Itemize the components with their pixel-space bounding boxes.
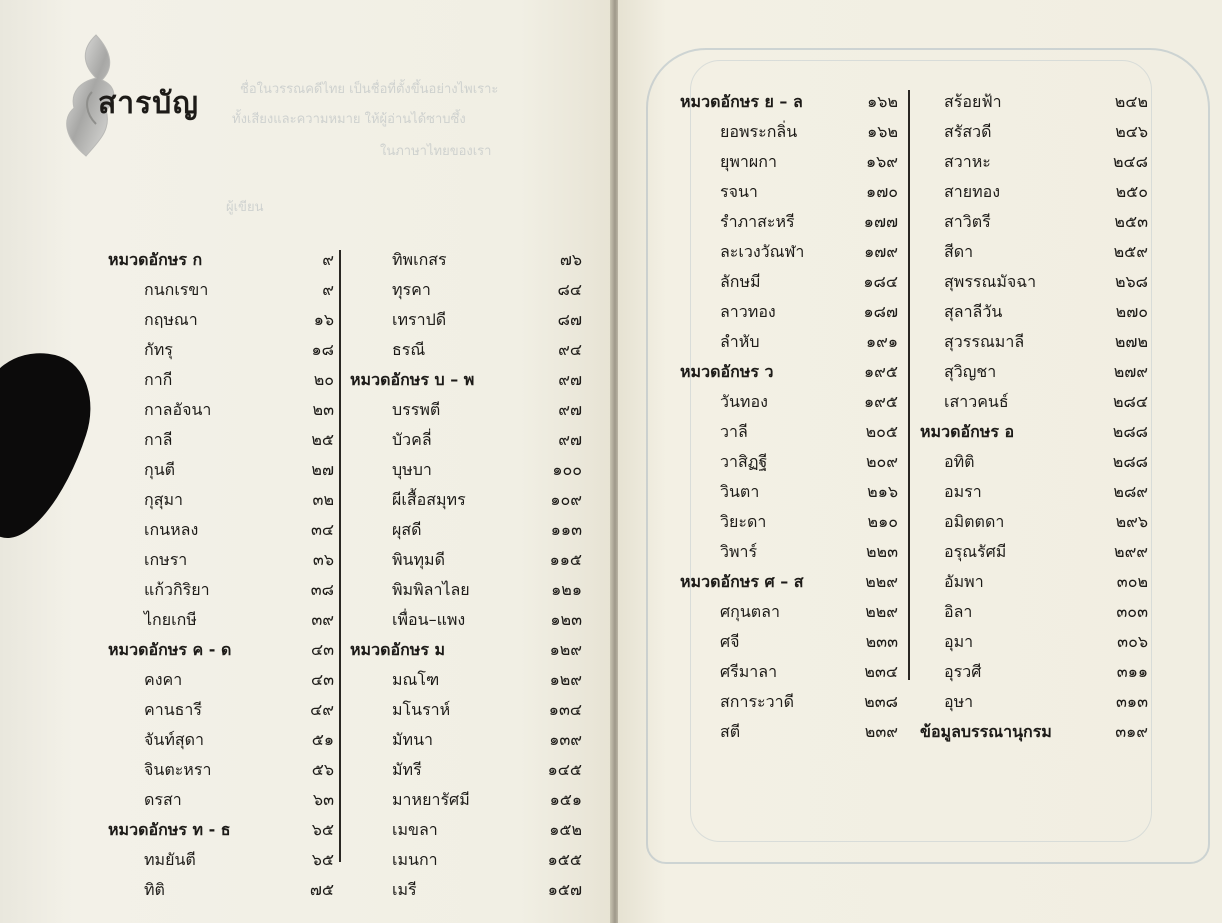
toc-page-number: ๑๘ (311, 340, 334, 359)
toc-entry-row (680, 628, 898, 656)
toc-page-number: ๓๑๙ (1115, 722, 1148, 741)
toc-entry-row (920, 508, 1148, 536)
ghost-text-line: ชื่อในวรรณคดีไทย เป็นชื่อที่ตั้งขึ้นอย่างไพเราะ (240, 82, 499, 97)
toc-entry-row (108, 486, 334, 514)
toc-page-number: ๓๐๓ (1116, 602, 1148, 621)
toc-entry-row (920, 598, 1148, 626)
toc-category-name: ข้อมูลบรรณานุกรม (920, 722, 1052, 741)
toc-entry-row (108, 726, 334, 754)
toc-entry-name: อัมพา (944, 572, 984, 591)
toc-page-number: ๖๓ (312, 790, 334, 809)
toc-page-number: ๑๘๔ (863, 272, 898, 291)
toc-category-row (680, 88, 898, 116)
toc-entry-row (108, 756, 334, 784)
toc-entry-row (680, 298, 898, 326)
ghost-text-line: ทั้งเสียงและความหมาย ให้ผู้อ่านได้ซาบซึ้ง (232, 112, 466, 127)
toc-entry-row (108, 786, 334, 814)
toc-entry-row (108, 456, 334, 484)
toc-category-name: หมวดอักษร ก (108, 250, 203, 269)
toc-entry-name: รำภาสะหรี (720, 212, 795, 231)
toc-entry-row (680, 268, 898, 296)
toc-entry-name: บุษบา (392, 460, 432, 479)
toc-entry-row (680, 178, 898, 206)
toc-entry-name: พิมพิลาไลย (392, 580, 470, 599)
toc-entry-name: จันท์สุดา (144, 730, 204, 749)
toc-entry-name: มัทรี (392, 760, 422, 779)
toc-page-number: ๒๘๔ (1113, 392, 1148, 411)
toc-entry-name: กัทรุ (144, 340, 173, 359)
toc-entry-name: สวาหะ (944, 152, 991, 171)
toc-entry-row (920, 268, 1148, 296)
toc-entry-name: ผุสดี (392, 520, 422, 539)
toc-entry-row (350, 696, 582, 724)
toc-page-number: ๒๖๘ (1114, 272, 1148, 291)
toc-entry-row (350, 276, 582, 304)
toc-page-number: ๓๑๑ (1116, 662, 1148, 681)
toc-category-row (108, 816, 334, 844)
toc-entry-name: อรุณรัศมี (944, 542, 1007, 561)
toc-page-number: ๒๓๓ (865, 632, 898, 651)
toc-entry-row (350, 846, 582, 874)
toc-page-number: ๒๓ (312, 400, 334, 419)
toc-page-number: ๒๙๖ (1115, 512, 1148, 531)
toc-page-number: ๗๖ (559, 250, 582, 269)
toc-entry-name: สร้อยฟ้า (944, 92, 1002, 111)
toc-category-name: หมวดอักษร อ (920, 422, 1015, 441)
toc-page-number: ๑๙๑ (865, 332, 898, 351)
toc-entry-row (108, 336, 334, 364)
toc-entry-row (350, 306, 582, 334)
toc-page-number: ๑๖๒ (867, 122, 898, 141)
toc-entry-name: ลักษมี (720, 272, 761, 291)
toc-entry-row (920, 388, 1148, 416)
toc-page-number: ๒๐๙ (865, 452, 898, 471)
toc-category-name: หมวดอักษร ค - ด (108, 640, 232, 659)
toc-entry-name: สายทอง (944, 182, 1001, 201)
toc-entry-name: คานธารี (144, 700, 202, 719)
toc-entry-name: กากี (144, 370, 173, 389)
toc-page-number: ๑๗๗ (863, 212, 898, 231)
toc-entry-row (920, 478, 1148, 506)
toc-category-name: หมวดอักษร ว (680, 362, 774, 381)
toc-page-number: ๒๗๙ (1113, 362, 1148, 381)
toc-entry-name: ไกยเกษี (144, 610, 197, 629)
toc-entry-name: ศกุนตลา (720, 602, 780, 621)
toc-page-number: ๙๗ (558, 400, 582, 419)
toc-entry-row (350, 666, 582, 694)
toc-page-number: ๒๕๐ (1115, 182, 1148, 201)
toc-entry-row (680, 388, 898, 416)
toc-page-number: ๒๔๒ (1114, 92, 1148, 111)
toc-entry-row (920, 628, 1148, 656)
toc-page-number: ๒๒๙ (865, 572, 898, 591)
toc-entry-name: พินทุมดี (392, 550, 445, 569)
toc-entry-name: ศรีมาลา (720, 662, 778, 681)
toc-category-row (680, 358, 898, 386)
toc-page-number: ๒๗๒ (1114, 332, 1148, 351)
toc-entry-row (680, 688, 898, 716)
toc-entry-name: ละเวงวัณฬา (720, 242, 805, 261)
toc-page-number: ๕๑ (311, 730, 334, 749)
toc-entry-row (108, 516, 334, 544)
toc-page-number: ๓๘ (310, 580, 334, 599)
toc-entry-row (920, 658, 1148, 686)
toc-entry-name: เกนหลง (144, 520, 199, 539)
toc-entry-name: วิพาร์ (720, 542, 758, 561)
toc-page-number: ๑๑๓ (550, 520, 582, 539)
toc-entry-row (920, 328, 1148, 356)
toc-page-number: ๘๗ (557, 310, 582, 329)
toc-page-number: ๑๖๒ (867, 92, 898, 111)
toc-page-number: ๑๖ (313, 310, 334, 329)
toc-page-number: ๖๕ (311, 820, 334, 839)
toc-entry-row (920, 118, 1148, 146)
toc-entry-name: ดรสา (144, 790, 182, 809)
toc-entry-row (920, 298, 1148, 326)
toc-entry-name: เมขลา (392, 820, 438, 839)
toc-entry-row (680, 238, 898, 266)
toc-page-number: ๒๒๙ (865, 602, 898, 621)
toc-entry-row (680, 328, 898, 356)
toc-page-number: ๖๕ (311, 850, 334, 869)
toc-entry-row (680, 148, 898, 176)
toc-entry-name: กาลอัจนา (144, 400, 212, 419)
toc-page-number: ๒๙๙ (1114, 542, 1148, 561)
toc-entry-name: มณโฑ (392, 670, 440, 689)
page-title: สารบัญ (98, 86, 199, 121)
toc-entry-name: ลาวทอง (720, 302, 776, 321)
toc-entry-name: สรัสวดี (944, 122, 992, 141)
toc-entry-name: ทมยันตี (144, 850, 196, 869)
toc-category-row (108, 246, 334, 274)
toc-entry-name: สาวิตรี (944, 212, 991, 231)
toc-page-number: ๙ (322, 280, 334, 299)
toc-page-number: ๓๒ (312, 490, 334, 509)
toc-page-number: ๑๘๗ (863, 302, 898, 321)
toc-entry-name: อทิติ (944, 452, 975, 471)
toc-entry-row (350, 486, 582, 514)
toc-category-row (920, 418, 1148, 446)
toc-entry-name: ทิติ (144, 880, 165, 899)
toc-entry-row (350, 786, 582, 814)
toc-entry-row (920, 208, 1148, 236)
toc-entry-row (920, 568, 1148, 596)
toc-page-number: ๑๒๑ (551, 580, 582, 599)
column-divider (339, 250, 341, 862)
toc-entry-name: กฤษณา (144, 310, 198, 329)
toc-entry-name: อมรา (944, 482, 982, 501)
toc-entry-row (680, 208, 898, 236)
toc-category-row (680, 568, 898, 596)
toc-page-number: ๑๐๙ (550, 490, 582, 509)
toc-entry-row (350, 816, 582, 844)
toc-page-number: ๒๑๐ (867, 512, 898, 531)
toc-entry-row (350, 876, 582, 904)
toc-entry-row (350, 756, 582, 784)
toc-page-number: ๓๙ (311, 610, 334, 629)
toc-entry-name: เพื่อน–แพง (392, 610, 466, 629)
toc-page-number: ๑๑๕ (549, 550, 582, 569)
toc-page-number: ๓๖ (312, 550, 334, 569)
toc-page-number: ๑๙๕ (864, 362, 898, 381)
toc-page-number: ๒๓๙ (864, 722, 898, 741)
toc-page-number: ๑๕๕ (547, 850, 582, 869)
toc-entry-row (350, 516, 582, 544)
toc-page-number: ๒๕๓ (1114, 212, 1148, 231)
toc-entry-name: อุมา (944, 632, 974, 651)
toc-entry-name: เมนกา (392, 850, 438, 869)
toc-entry-name: รจนา (720, 182, 758, 201)
toc-page-number: ๒๑๖ (867, 482, 898, 501)
toc-page-number: ๓๑๓ (1115, 692, 1148, 711)
toc-entry-name: มัทนา (392, 730, 434, 749)
toc-entry-row (920, 178, 1148, 206)
toc-entry-row (680, 448, 898, 476)
toc-entry-name: ทุรคา (392, 280, 431, 299)
toc-page-number: ๗๕ (309, 880, 334, 899)
toc-entry-row (680, 538, 898, 566)
toc-entry-name: บัวคลี่ (392, 430, 432, 449)
toc-category-row (920, 718, 1148, 746)
toc-entry-row (680, 718, 898, 746)
toc-page-number: ๕๖ (311, 760, 334, 779)
toc-entry-name: เกษรา (144, 550, 188, 569)
toc-page-number: ๑๔๕ (547, 760, 582, 779)
toc-entry-row (350, 726, 582, 754)
toc-category-name: หมวดอักษร ท - ธ (108, 820, 231, 839)
toc-page-number: ๑๙๕ (864, 392, 898, 411)
toc-page-number: ๒๗ (311, 460, 334, 479)
toc-entry-name: วิยะดา (720, 512, 767, 531)
toc-entry-name: วาลี (720, 422, 748, 441)
toc-page-number: ๑๐๐ (552, 460, 582, 479)
toc-page-number: ๙๗ (558, 370, 582, 389)
toc-page-number: ๑๖๙ (865, 152, 898, 171)
toc-entry-row (350, 576, 582, 604)
toc-entry-row (920, 448, 1148, 476)
toc-entry-name: อุษา (944, 692, 974, 711)
toc-entry-row (920, 148, 1148, 176)
toc-entry-name: อิลา (944, 602, 973, 621)
toc-entry-row (350, 336, 582, 364)
ghost-text-line: ผู้เขียน (226, 200, 264, 215)
toc-entry-name: เมรี (392, 880, 417, 899)
toc-entry-row (680, 478, 898, 506)
toc-entry-row (108, 426, 334, 454)
toc-page-number: ๙๗ (558, 430, 582, 449)
toc-entry-name: มาหยารัศมี (392, 790, 470, 809)
toc-entry-row (350, 396, 582, 424)
toc-entry-name: สุลาลีวัน (944, 302, 1003, 321)
toc-page-number: ๒๐๕ (865, 422, 898, 441)
toc-page-number: ๑๒๙ (549, 670, 582, 689)
toc-entry-name: สตี (720, 722, 741, 741)
toc-entry-name: อุรวศี (944, 662, 982, 681)
toc-entry-name: คงคา (144, 670, 183, 689)
toc-page-number: ๓๐๒ (1116, 572, 1148, 591)
toc-entry-name: มโนราห์ (392, 700, 451, 719)
toc-entry-row (108, 396, 334, 424)
toc-entry-name: เสาวคนธ์ (944, 392, 1009, 411)
toc-category-name: หมวดอักษร ย – ล (680, 92, 803, 111)
toc-entry-name: สการะวาดี (720, 692, 794, 711)
toc-page-number: ๒๓๘ (864, 692, 898, 711)
toc-page-number: ๒๕ (311, 430, 334, 449)
toc-entry-name: ลำหับ (720, 332, 760, 351)
toc-entry-row (108, 306, 334, 334)
toc-entry-row (108, 876, 334, 904)
toc-entry-name: ผีเสื้อสมุทร (392, 490, 466, 509)
toc-page-number: ๑๗๐ (866, 182, 898, 201)
toc-entry-name: ธรณี (392, 340, 426, 359)
toc-category-row (350, 366, 582, 394)
toc-page-number: ๒๕๙ (1113, 242, 1148, 261)
toc-page-number: ๒๘๘ (1112, 422, 1148, 441)
thumb-shadow (0, 338, 107, 553)
toc-page-number: ๑๕๒ (549, 820, 582, 839)
toc-page-number: ๒๒๓ (865, 542, 898, 561)
toc-entry-name: สีดา (944, 242, 974, 261)
toc-entry-row (680, 658, 898, 686)
ghost-text-line: ในภาษาไทยของเรา (380, 144, 492, 159)
toc-entry-row (108, 576, 334, 604)
toc-page-number: ๘๔ (557, 280, 582, 299)
toc-entry-name: จินตะหรา (144, 760, 212, 779)
toc-page-number: ๒๔๘ (1113, 152, 1148, 171)
toc-category-name: หมวดอักษร ศ – ส (680, 572, 804, 591)
toc-page-number: ๑๒๙ (549, 640, 582, 659)
toc-entry-row (680, 598, 898, 626)
toc-page-number: ๑๓๔ (548, 700, 582, 719)
toc-entry-name: กุนตี (144, 460, 176, 479)
toc-entry-name: อมิตตดา (944, 512, 1005, 531)
toc-page-number: ๒๗๐ (1115, 302, 1148, 321)
toc-page-number: ๑๓๙ (549, 730, 582, 749)
toc-entry-row (350, 606, 582, 634)
toc-entry-row (920, 88, 1148, 116)
toc-entry-row (680, 118, 898, 146)
toc-entry-name: บรรพตี (392, 400, 441, 419)
toc-entry-row (920, 538, 1148, 566)
toc-page-number: ๓๐๖ (1117, 632, 1148, 651)
toc-entry-row (350, 246, 582, 274)
toc-page-number: ๓๔ (310, 520, 334, 539)
toc-page-number: ๙๔ (558, 340, 582, 359)
toc-entry-row (108, 846, 334, 874)
toc-page-number: ๒๘๘ (1112, 452, 1148, 471)
toc-entry-name: กุสุมา (144, 490, 183, 509)
toc-entry-row (920, 688, 1148, 716)
toc-entry-name: สุวรรณมาลี (944, 332, 1025, 351)
toc-entry-row (920, 238, 1148, 266)
toc-page-number: ๒๐ (313, 370, 334, 389)
column-divider (908, 90, 910, 680)
toc-page-number: ๔๓ (310, 640, 334, 659)
toc-page-number: ๒๘๙ (1113, 482, 1148, 501)
toc-entry-name: ยอพระกลิ่น (720, 122, 798, 141)
toc-entry-name: ทิพเกสร (392, 250, 447, 269)
toc-entry-name: เทราปดี (392, 310, 447, 329)
toc-entry-row (108, 366, 334, 394)
toc-entry-row (108, 666, 334, 694)
toc-page-number: ๑๗๙ (864, 242, 898, 261)
toc-entry-row (108, 606, 334, 634)
toc-entry-name: วินตา (720, 482, 760, 501)
toc-category-row (350, 636, 582, 664)
toc-entry-name: สุวิญชา (944, 362, 997, 381)
toc-page-number: ๑๕๑ (549, 790, 582, 809)
toc-page-number: ๒๓๔ (864, 662, 898, 681)
toc-entry-name: วันทอง (720, 392, 768, 411)
toc-entry-name: สุพรรณมัจฉา (944, 272, 1037, 291)
toc-entry-row (108, 696, 334, 724)
toc-entry-name: ศจี (720, 632, 740, 651)
toc-page-number: ๒๔๖ (1115, 122, 1148, 141)
toc-entry-row (680, 418, 898, 446)
toc-entry-name: กาลี (144, 430, 173, 449)
toc-page-number: ๑๒๓ (550, 610, 582, 629)
toc-page-number: ๑๕๗ (547, 880, 582, 899)
toc-entry-name: วาสิฏฐี (720, 452, 768, 471)
toc-category-name: หมวดอักษร ม (350, 640, 446, 659)
toc-entry-row (350, 456, 582, 484)
toc-entry-row (680, 508, 898, 536)
toc-entry-row (350, 546, 582, 574)
toc-category-row (108, 636, 334, 664)
toc-page-number: ๔๙ (310, 700, 334, 719)
toc-entry-row (920, 358, 1148, 386)
toc-category-name: หมวดอักษร บ – พ (350, 370, 475, 389)
toc-entry-row (108, 546, 334, 574)
toc-entry-name: แก้วกิริยา (144, 580, 210, 599)
toc-page-number: ๙ (322, 250, 334, 269)
toc-page-number: ๔๓ (310, 670, 334, 689)
toc-entry-row (108, 276, 334, 304)
toc-entry-name: กนกเรขา (144, 280, 209, 299)
toc-entry-row (350, 426, 582, 454)
toc-entry-name: ยุพาผกา (720, 152, 777, 171)
